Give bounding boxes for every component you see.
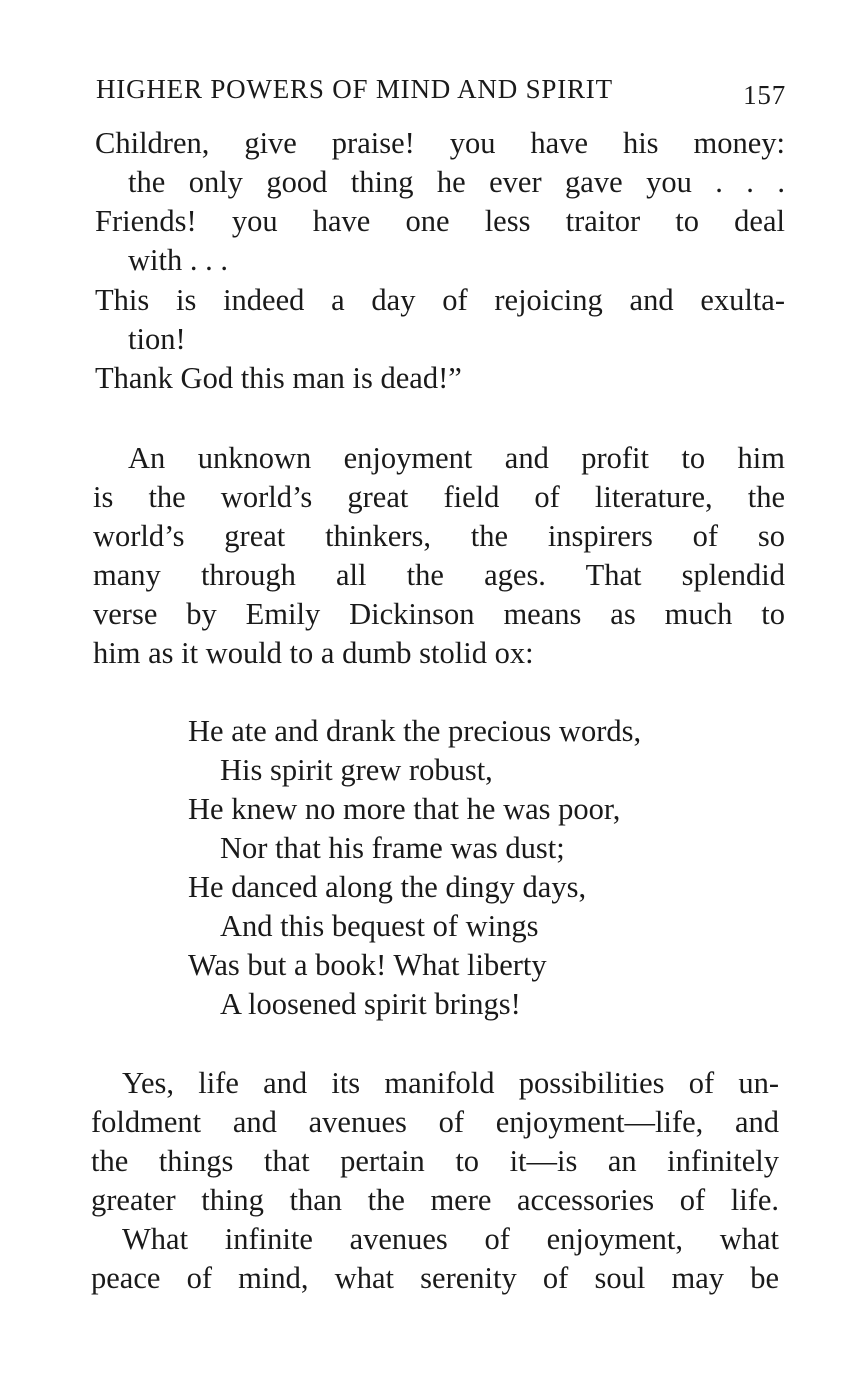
poem-line: He ate and drank the precious words, [188, 714, 642, 748]
epitaph-line: tion! [128, 322, 186, 356]
paragraph-line: verse by Emily Dickinson means as much to [93, 597, 785, 631]
paragraph-line: greater thing than the mere accessories of life. [91, 1183, 779, 1217]
paragraph-line: Yes, life and its manifold possibilities of un- [122, 1066, 779, 1100]
epitaph-line: Children, give praise! you have his money: [95, 126, 785, 160]
paragraph-line: foldment and avenues of enjoyment—life, and [91, 1105, 779, 1139]
paragraph-line: the things that pertain to it—is an infinitely [91, 1144, 779, 1178]
paragraph-line: world’s great thinkers, the inspirers of so [93, 519, 785, 553]
epitaph-line: Friends! you have one less traitor to deal [95, 204, 785, 238]
paragraph-line: him as it would to a dumb stolid ox: [93, 636, 534, 670]
poem-line: Was but a book! What liberty [188, 948, 547, 982]
paragraph-line: An unknown enjoyment and profit to him [128, 441, 785, 475]
poem-line: Nor that his frame was dust; [220, 831, 565, 865]
paragraph-line: What infinite avenues of enjoyment, what [122, 1222, 779, 1256]
running-head [96, 74, 786, 110]
running-head-title: HIGHER POWERS OF MIND AND SPIRIT [96, 74, 613, 104]
paragraph-line: peace of mind, what serenity of soul may be [91, 1261, 779, 1295]
paragraph-line: is the world’s great field of literature, the [93, 480, 785, 514]
poem-line: He knew no more that he was poor, [188, 792, 621, 826]
poem-line: His spirit grew robust, [220, 753, 493, 787]
epitaph-line: with . . . [128, 243, 228, 277]
poem-line: He danced along the dingy days, [188, 870, 587, 904]
epitaph-line: Thank God this man is dead!” [95, 361, 462, 395]
poem-line: And this bequest of wings [220, 909, 539, 943]
poem-line: A loosened spirit brings! [220, 987, 521, 1021]
page-number: 157 [743, 80, 786, 110]
epitaph-line: the only good thing he ever gave you . . . [128, 165, 785, 199]
epitaph-line: This is indeed a day of rejoicing and exulta- [95, 283, 785, 317]
paragraph-line: many through all the ages. That splendid [93, 558, 785, 592]
